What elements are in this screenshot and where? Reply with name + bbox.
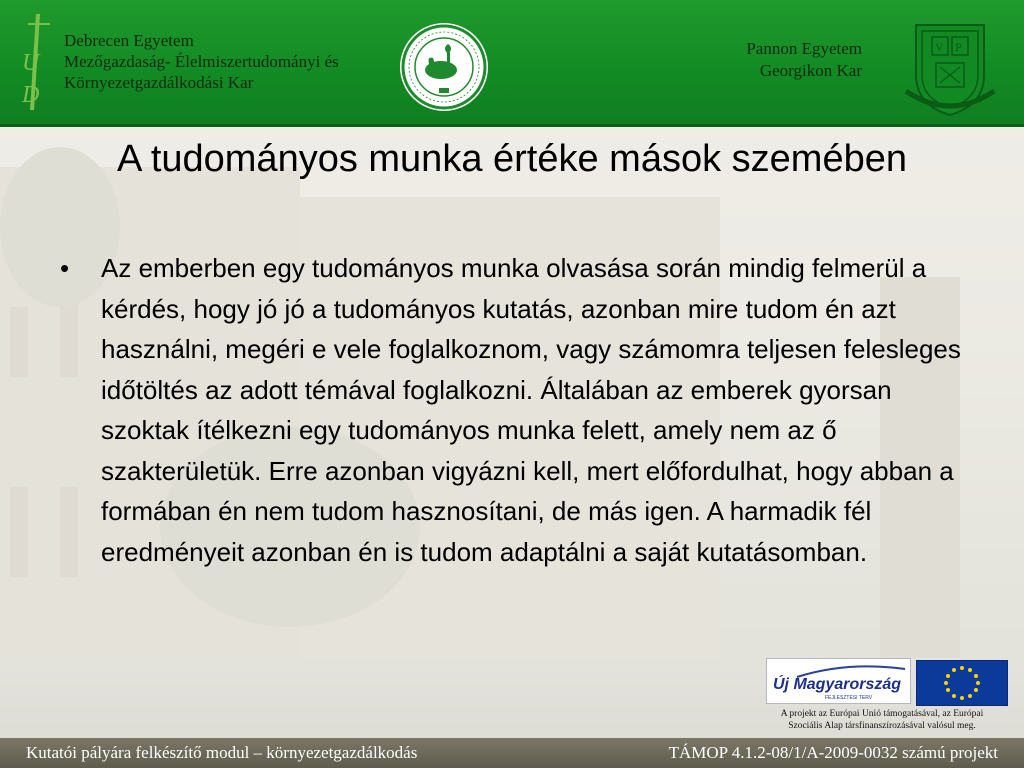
bullet-list — [60, 248, 965, 572]
eu-caption-line: Szociális Alap társfinanszírozásával valósul meg. — [788, 721, 976, 731]
pannon-university-crest — [902, 17, 998, 121]
header-divider — [0, 124, 1024, 127]
bullet-item — [60, 248, 965, 572]
bullet-text: Az emberben egy tudományos munka olvasása során mindig felmerül a kérdés, hogy jó jó a tudományos kutatás, azonban mire tudom én azt használni, megéri e vele foglalkoznom, vagy számomra teljesen felesleges időtöltés az adott témával foglalkozni. Általában az emberek gyorsan szoktak ítélkezni egy tudományos munka felett, amely nem az ő szakterületük. Erre azonban vigyázni kell, mert előfordulhat, hogy abban a formában én nem tudom hasznosítani, de más igen. A harmadik fél eredményeit azonban én is tudom adaptálni a saját kutatásomban. — [101, 253, 961, 567]
bullet-dot: • — [60, 253, 70, 283]
svg-text:U: U — [22, 50, 40, 76]
university-left-line: Debrecen Egyetem — [64, 31, 194, 50]
uj-logo-text: Új Magyarország — [773, 676, 902, 693]
university-right-name — [746, 38, 862, 82]
university-right-line: Pannon Egyetem — [746, 39, 862, 58]
debrecen-faculty-seal — [399, 22, 489, 112]
debrecen-ud-logo — [6, 10, 54, 118]
uj-magyarorszag-logo — [766, 658, 911, 704]
eu-caption-line: A projekt az Európai Unió támogatásával, az Európai — [780, 709, 984, 719]
slide-title: A tudományos munka értéke mások szemében — [117, 138, 907, 180]
footer-project-id: TÁMOP 4.1.2-08/1/A-2009-0032 számú projekt — [668, 743, 998, 762]
header-bar — [0, 0, 1024, 127]
university-left-line: Környezetgazdálkodási Kar — [64, 73, 254, 92]
svg-text:D: D — [22, 82, 40, 108]
university-right-line: Georgikon Kar — [759, 61, 862, 80]
eu-funding-caption — [758, 708, 1006, 732]
footer-module-name: Kutatói pályára felkészítő modul – környezetgazdálkodás — [26, 743, 418, 762]
footer-bar — [0, 738, 1024, 768]
eu-flag-icon — [916, 660, 1008, 706]
university-left-line: Mezőgazdaság- Élelmiszertudományi és — [64, 52, 339, 71]
university-left-name — [64, 30, 339, 93]
eu-funding-block — [766, 658, 1006, 738]
uj-logo-subtext: FEJLESZTÉSI TERV — [825, 695, 873, 701]
svg-text:P: P — [955, 40, 962, 54]
svg-text:V: V — [935, 40, 944, 54]
